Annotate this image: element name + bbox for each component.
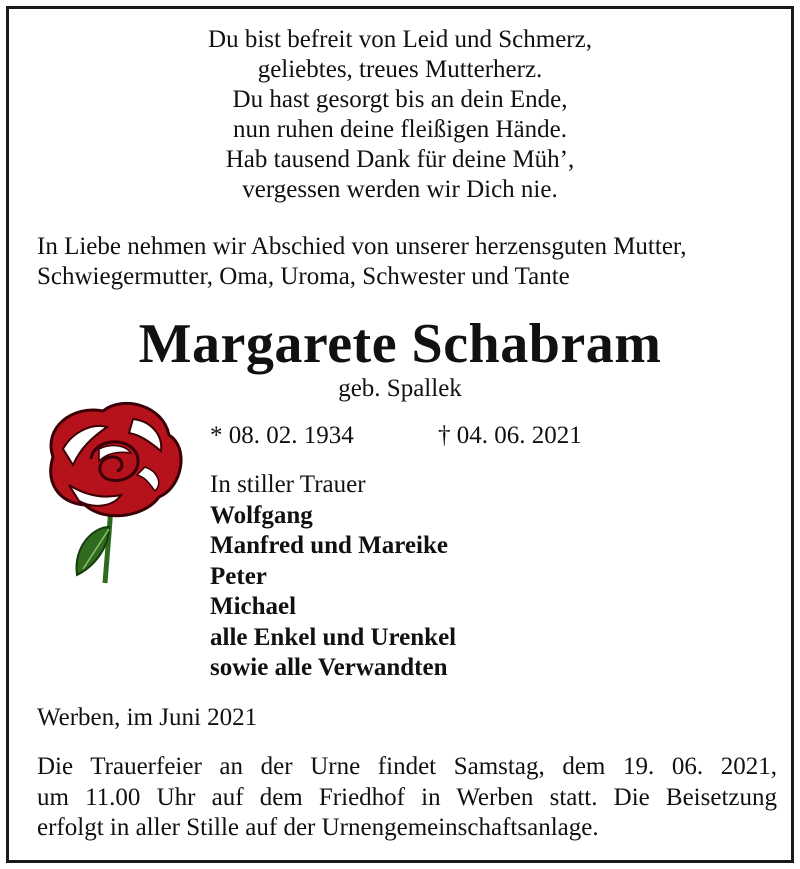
maiden-name: geb. Spallek — [338, 375, 462, 402]
poem-line: geliebtes, treues Mutterherz. — [257, 56, 543, 83]
mourner-name: Michael — [210, 593, 297, 620]
mourner-name: Manfred und Mareike — [210, 532, 448, 559]
mourner-name: sowie alle Verwandten — [210, 654, 448, 681]
red-rose-icon — [33, 387, 193, 587]
mourner-name: Wolfgang — [210, 501, 313, 529]
poem-line: Du bist befreit von Leid und Schmerz, — [208, 26, 592, 53]
poem-line: vergessen werden wir Dich nie. — [242, 176, 558, 203]
mourner-name: alle Enkel und Urenkel — [210, 623, 457, 651]
poem-line: nun ruhen deine fleißigen Hände. — [233, 116, 567, 143]
intro-line: Schwiegermutter, Oma, Uroma, Schwester und Tante — [37, 263, 570, 290]
obituary-frame — [6, 6, 794, 863]
mourners-list — [210, 470, 456, 684]
poem-line: Du hast gesorgt bis an dein Ende, — [232, 86, 568, 113]
funeral-line: um 11.00 Uhr auf dem Friedhof in Werben statt. Die Beisetzung — [37, 783, 777, 811]
place-date: Werben, im Juni 2021 — [37, 704, 258, 731]
mourners-heading: In stiller Trauer — [210, 471, 366, 498]
intro-line: In Liebe nehmen wir Abschied von unserer herzensguten Mutter, — [37, 233, 687, 260]
life-dates — [210, 421, 582, 451]
deceased-name: Margarete Schabram — [138, 313, 662, 375]
birth-date: * 08. 02. 1934 — [210, 422, 354, 449]
intro-text — [37, 232, 777, 292]
funeral-line: erfolgt in aller Stille auf der Urnengemeinschaftsanlage. — [37, 814, 599, 841]
funeral-line: Die Trauerfeier an der Urne findet Samstag, dem 19. 06. 2021, — [37, 753, 777, 780]
poem-line: Hab tausend Dank für deine Müh’, — [225, 146, 575, 173]
funeral-notice — [37, 752, 777, 844]
poem — [9, 25, 791, 205]
mourner-name: Peter — [210, 562, 267, 590]
death-date: † 04. 06. 2021 — [438, 422, 582, 449]
